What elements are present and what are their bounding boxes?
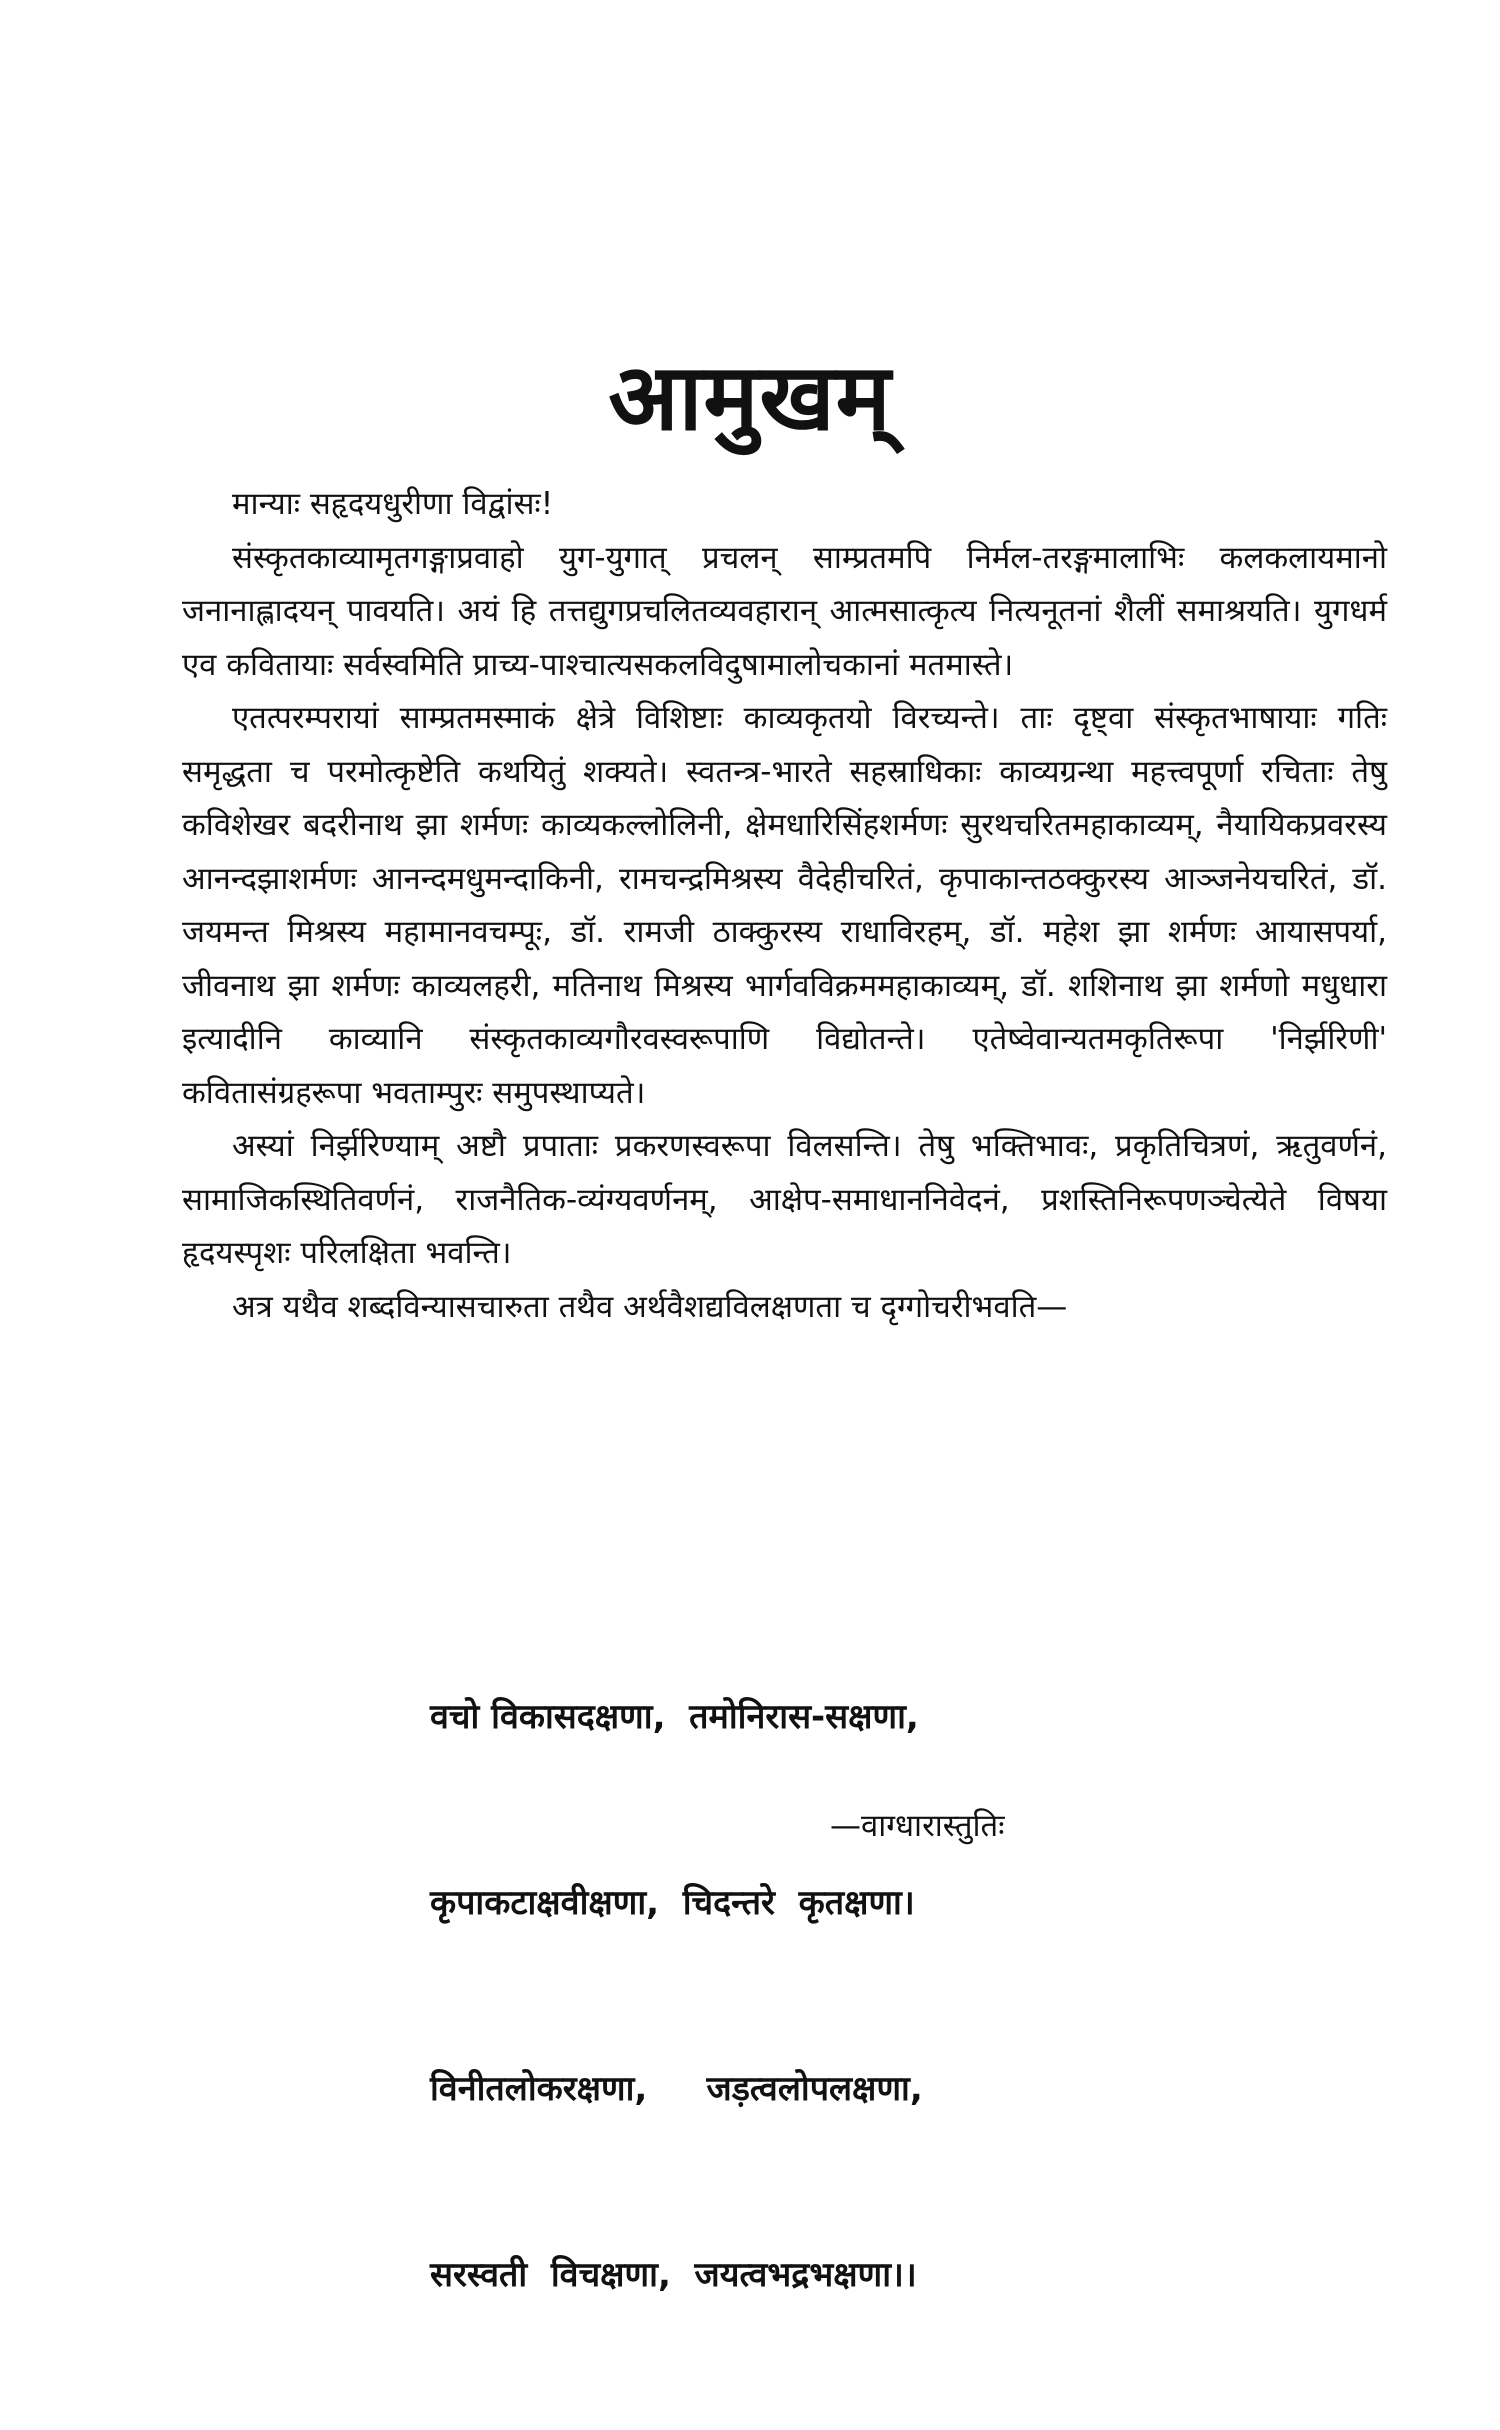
verse-block xyxy=(430,1562,1190,2430)
paragraph-2: एतत्परम्परायां साम्प्रतमस्माकं क्षेत्रे विशिष्टाः काव्यकृतयो विरच्यन्ते। ताः दृष्ट्वा संस्कृतभाषायाः गतिः समृद्धता च परमोत्कृष्टेति कथयितुं शक्यते। स्वतन्त्र-भारते सहस्राधिकाः काव्यग्रन्था महत्त्वपूर्णा रचिताः तेषु कविशेखर बदरीनाथ झा शर्मणः काव्यकल्लोलिनी, क्षेमधारिसिंहशर्मणः सुरथचरितमहाकाव्यम्, नैयायिकप्रवरस्य आनन्दझाशर्मणः आनन्दमधुमन्दाकिनी, रामचन्द्रमिश्रस्य वैदेहीचरितं, कृपाकान्तठक्कुरस्य आञ्जनेयचरितं, डॉ. जयमन्त मिश्रस्य महामानवचम्पूः, डॉ. रामजी ठाक्कुरस्य राधाविरहम्, डॉ. महेश झा शर्मणः आयासपर्या, जीवनाथ झा शर्मणः काव्यलहरी, मतिनाथ मिश्रस्य भार्गवविक्रममहाकाव्यम्, डॉ. शशिनाथ झा शर्मणो मधुधारा इत्यादीनि काव्यानि संस्कृतकाव्यगौरवस्वरूपाणि विद्योतन्ते। एतेष्वेवान्यतमकृतिरूपा 'निर्झरिणी' कवितासंग्रहरूपा भवताम्पुरः समुपस्थाप्यते। xyxy=(182,700,1387,1111)
paragraph-3: अस्यां निर्झरिण्याम् अष्टौ प्रपाताः प्रकरणस्वरूपा विलसन्ति। तेषु भक्तिभावः, प्रकृतिचित्रणं, ऋतुवर्णनं, सामाजिकस्थितिवर्णनं, राजनैतिक-व्यंग्यवर्णनम्, आक्षेप-समाधाननिवेदनं, प्रशस्तिनिरूपणञ्चेत्येते विषया हृदयस्पृशः परिलक्षिता भवन्ति। xyxy=(182,1128,1387,1271)
page-title: आमुखम् xyxy=(608,343,892,451)
verse-line: कृपाकटाक्षवीक्षणा, चिदन्तरे कृतक्षणा। xyxy=(430,1883,915,1923)
paragraph-1: संस्कृतकाव्यामृतगङ्गाप्रवाहो युग-युगात् प्रचलन् साम्प्रतमपि निर्मल-तरङ्गमालाभिः कलकलायमानो जनानाह्लादयन् पावयति। अयं हि तत्तद्युगप्रचलितव्यवहारान् आत्मसात्कृत्य नित्यनूतनां शैलीं समाश्रयति। युगधर्म एव कवितायाः सर्वस्वमिति प्राच्य-पाश्चात्यसकलविदुषामालोचकानां मतमास्ते। xyxy=(182,539,1387,683)
verse-line: विनीतलोकरक्षणा, जड़त्वलोपलक्षणा, xyxy=(430,2069,923,2109)
salutation: मान्याः सहृदयधुरीणा विद्वांसः! xyxy=(232,486,554,522)
preface-body xyxy=(182,478,1387,1334)
paragraph-4: अत्र यथैव शब्दविन्यासचारुता तथैव अर्थवैशद्यविलक्षणता च दृग्गोचरीभवति— xyxy=(232,1288,1068,1325)
verse-line: वचो विकासदक्षणा, तमोनिरास-सक्षणा, xyxy=(430,1697,919,1737)
verse-attribution: —वाग्धारास्तुतिः xyxy=(830,1808,1005,1844)
verse-line: सरस्वती विचक्षणा, जयत्वभद्रभक्षणा।। xyxy=(430,2255,917,2295)
